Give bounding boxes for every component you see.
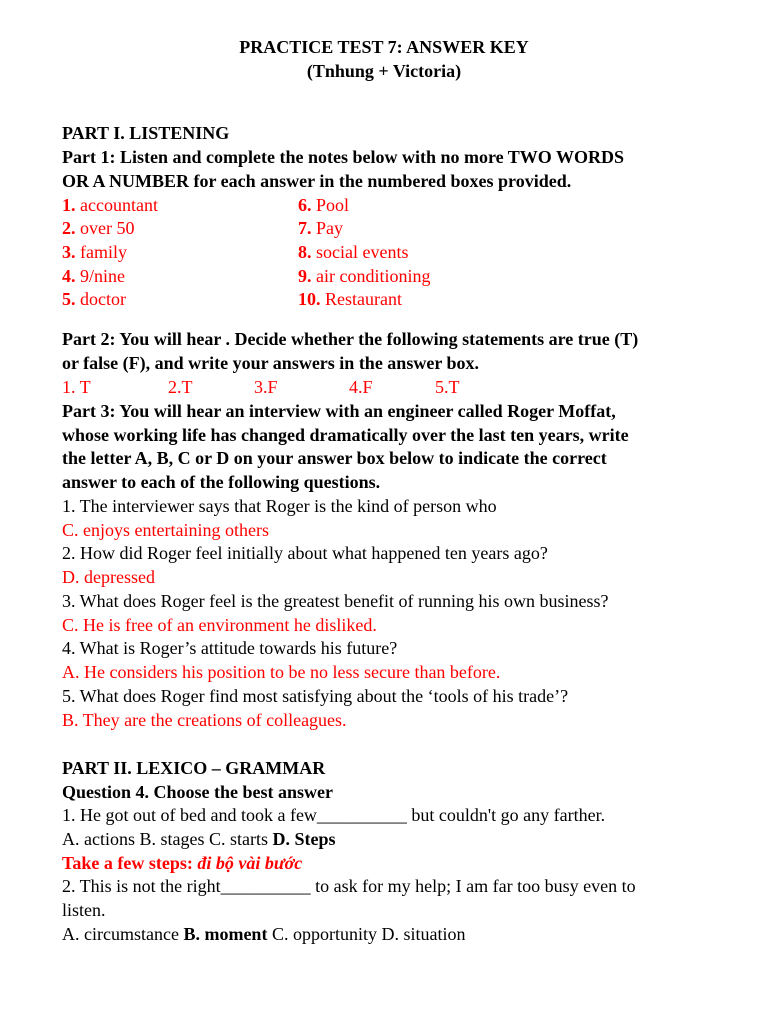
- part1-answer-3: 3. family: [62, 242, 127, 262]
- question4-item-2-line1: 2. This is not the right__________ to ask for my help; I am far too busy even to: [62, 876, 636, 896]
- part1-answer-9: 9. air conditioning: [298, 266, 431, 286]
- question4-item-1-note: Take a few steps: đi bộ vài bước: [62, 853, 303, 873]
- part1-answer-8: 8. social events: [298, 242, 409, 262]
- part2-instruction-line2: or false (F), and write your answers in the answer box.: [62, 353, 479, 373]
- part3-instruction-line1: Part 3: You will hear an interview with an engineer called Roger Moffat,: [62, 401, 616, 421]
- part1-answer-1: 1. accountant: [62, 195, 158, 215]
- question4-item-1-options: A. actions B. stages C. starts D. Steps: [62, 829, 336, 849]
- part1-answer-4: 4. 9/nine: [62, 266, 125, 286]
- part2-answers: [62, 376, 460, 398]
- part3-instruction-line2: whose working life has changed dramatically over the last ten years, write: [62, 425, 629, 445]
- part1-answer-7: 7. Pay: [298, 218, 343, 238]
- part2-answer-1: 1. T: [62, 377, 91, 397]
- question4-item-1: 1. He got out of bed and took a few__________ but couldn't go any farther.: [62, 805, 606, 825]
- part2-answer-2: 2.T: [168, 377, 193, 397]
- part3-question-2: 2. How did Roger feel initially about what happened ten years ago?: [62, 543, 548, 563]
- part1-instruction-line1: Part 1: Listen and complete the notes below with no more TWO WORDS: [62, 147, 624, 167]
- part3-question-3: 3. What does Roger feel is the greatest benefit of running his own business?: [62, 591, 609, 611]
- part2-answer-4: 4.F: [349, 377, 373, 397]
- correct-option: B. moment: [183, 924, 268, 944]
- part3-answer-4: A. He considers his position to be no less secure than before.: [62, 662, 501, 682]
- part3-answer-3: C. He is free of an environment he disliked.: [62, 615, 377, 635]
- document-title: PRACTICE TEST 7: ANSWER KEY: [239, 37, 529, 57]
- part2-answer-5: 5.T: [435, 377, 460, 397]
- correct-option: D. Steps: [272, 829, 336, 849]
- part1-answer-10: 10. Restaurant: [298, 289, 402, 309]
- part3-answer-2: D. depressed: [62, 567, 155, 587]
- question4-item-2-line2: listen.: [62, 900, 106, 920]
- question4-heading: Question 4. Choose the best answer: [62, 782, 334, 802]
- part3-answer-5: B. They are the creations of colleagues.: [62, 710, 347, 730]
- question4-item-2-options: A. circumstance B. moment C. opportunity D. situation: [62, 924, 466, 944]
- part1-instruction-line2: OR A NUMBER for each answer in the numbered boxes provided.: [62, 171, 572, 191]
- part-1-heading: PART I. LISTENING: [62, 123, 230, 143]
- part1-answer-5: 5. doctor: [62, 289, 126, 309]
- part3-question-5: 5. What does Roger find most satisfying about the ‘tools of his trade’?: [62, 686, 569, 706]
- part3-question-1: 1. The interviewer says that Roger is the kind of person who: [62, 496, 497, 516]
- part3-question-4: 4. What is Roger’s attitude towards his future?: [62, 638, 398, 658]
- part2-instruction-line1: Part 2: You will hear . Decide whether the following statements are true (T): [62, 329, 639, 349]
- document-authors: (Tnhung + Victoria): [306, 61, 462, 81]
- part1-answer-6: 6. Pool: [298, 195, 350, 215]
- part-2-heading: PART II. LEXICO – GRAMMAR: [62, 758, 326, 778]
- part1-answer-2: 2. over 50: [62, 218, 135, 238]
- part2-answer-3: 3.F: [254, 377, 278, 397]
- part3-answer-1: C. enjoys entertaining others: [62, 520, 269, 540]
- part3-instruction-line4: answer to each of the following questions.: [62, 472, 381, 492]
- part3-instruction-line3: the letter A, B, C or D on your answer box below to indicate the correct: [62, 448, 607, 468]
